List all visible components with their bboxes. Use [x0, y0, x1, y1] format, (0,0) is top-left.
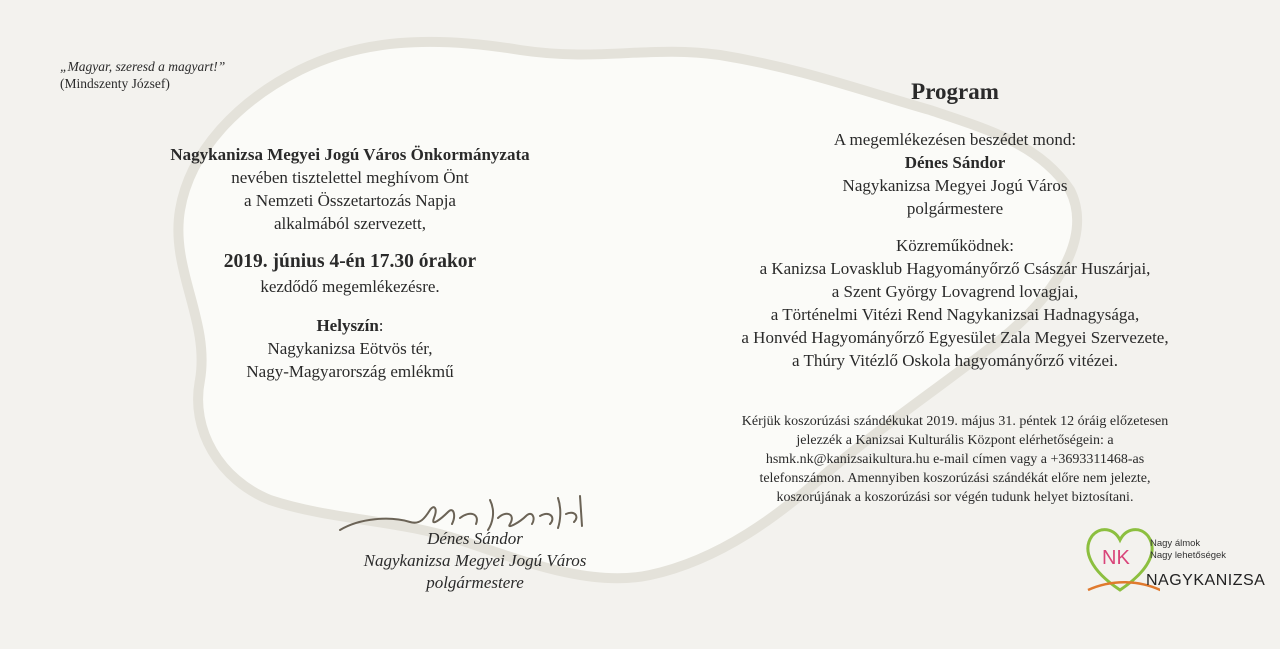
invitation-line: a Nemzeti Összetartozás Napja [244, 191, 456, 210]
venue-line: Nagy-Magyarország emlékmű [246, 362, 454, 381]
logo-mark: NK [1102, 547, 1130, 569]
participant-item: a Történelmi Vitézi Rend Nagykanizsai Hadnagysága, [770, 305, 1140, 324]
nagykanizsa-logo [1080, 520, 1266, 610]
signer-name: Dénes Sándor [427, 529, 523, 548]
event-description: kezdődő megemlékezésre. [260, 277, 440, 296]
speaker-name: Dénes Sándor [904, 153, 1006, 172]
invitation-line: nevében tisztelettel meghívom Önt [231, 168, 469, 187]
organization-name: Nagykanizsa Megyei Jogú Város Önkormányzata [170, 145, 530, 164]
event-date: 2019. június 4-én 17.30 órakor [223, 251, 477, 272]
logo-slogan-line: Nagy lehetőségek [1150, 550, 1227, 561]
participant-item: a Honvéd Hagyományőrző Egyesület Zala Megyei Szervezete, [741, 328, 1169, 347]
signer-title: polgármestere [426, 573, 524, 592]
signature-block [330, 488, 620, 592]
venue-label: Helyszín [316, 316, 379, 335]
logo-slogan-line: Nagy álmok [1150, 538, 1201, 549]
venue-line: Nagykanizsa Eötvös tér, [267, 339, 433, 358]
speech-intro: A megemlékezésen beszédet mond: [833, 130, 1077, 149]
logo-city-name: NAGYKANIZSA [1146, 572, 1266, 589]
participant-item: a Szent György Lovagrend lovagjai, [831, 282, 1079, 301]
note-line: Kérjük koszorúzási szándékukat 2019. május 31. péntek 12 óráig előzetesen [741, 414, 1169, 429]
note-line: hsmk.nk@kanizsaikultura.hu e-mail címen vagy a +3693311468-as [765, 452, 1145, 467]
quote-text: „Magyar, szeresd a magyart!” [60, 59, 226, 74]
participant-item: a Thúry Vitézlő Oskola hagyományőrző vitézei. [792, 351, 1118, 370]
program-title: Program [911, 79, 999, 104]
speaker-title: Nagykanizsa Megyei Jogú Város [842, 176, 1068, 195]
participants-label: Közreműködnek: [895, 236, 1015, 255]
note-line: telefonszámon. Amennyiben koszorúzási szándékát előre nem jelezte, [759, 471, 1151, 486]
note-line: koszorújának a koszorúzási sor végén tudunk helyet biztosítani. [776, 490, 1134, 505]
signer-title: Nagykanizsa Megyei Jogú Város [363, 551, 587, 570]
invitation-line: alkalmából szervezett, [274, 214, 426, 233]
note-line: jelezzék a Kanizsai Kulturális Központ elérhetőségein: a [796, 433, 1114, 448]
quote-author: (Mindszenty József) [60, 76, 170, 91]
speaker-title: polgármestere [906, 199, 1004, 218]
invitation-text [60, 143, 640, 383]
wreath-note [690, 412, 1220, 507]
opening-quote [60, 58, 225, 92]
participant-item: a Kanizsa Lovasklub Hagyományőrző Császár Huszárjai, [759, 259, 1151, 278]
venue-heading [60, 314, 640, 337]
venue-colon: : [378, 316, 384, 335]
heart-logo-icon [1080, 520, 1160, 610]
logo-slogan [1150, 538, 1226, 562]
program-section [680, 78, 1230, 372]
